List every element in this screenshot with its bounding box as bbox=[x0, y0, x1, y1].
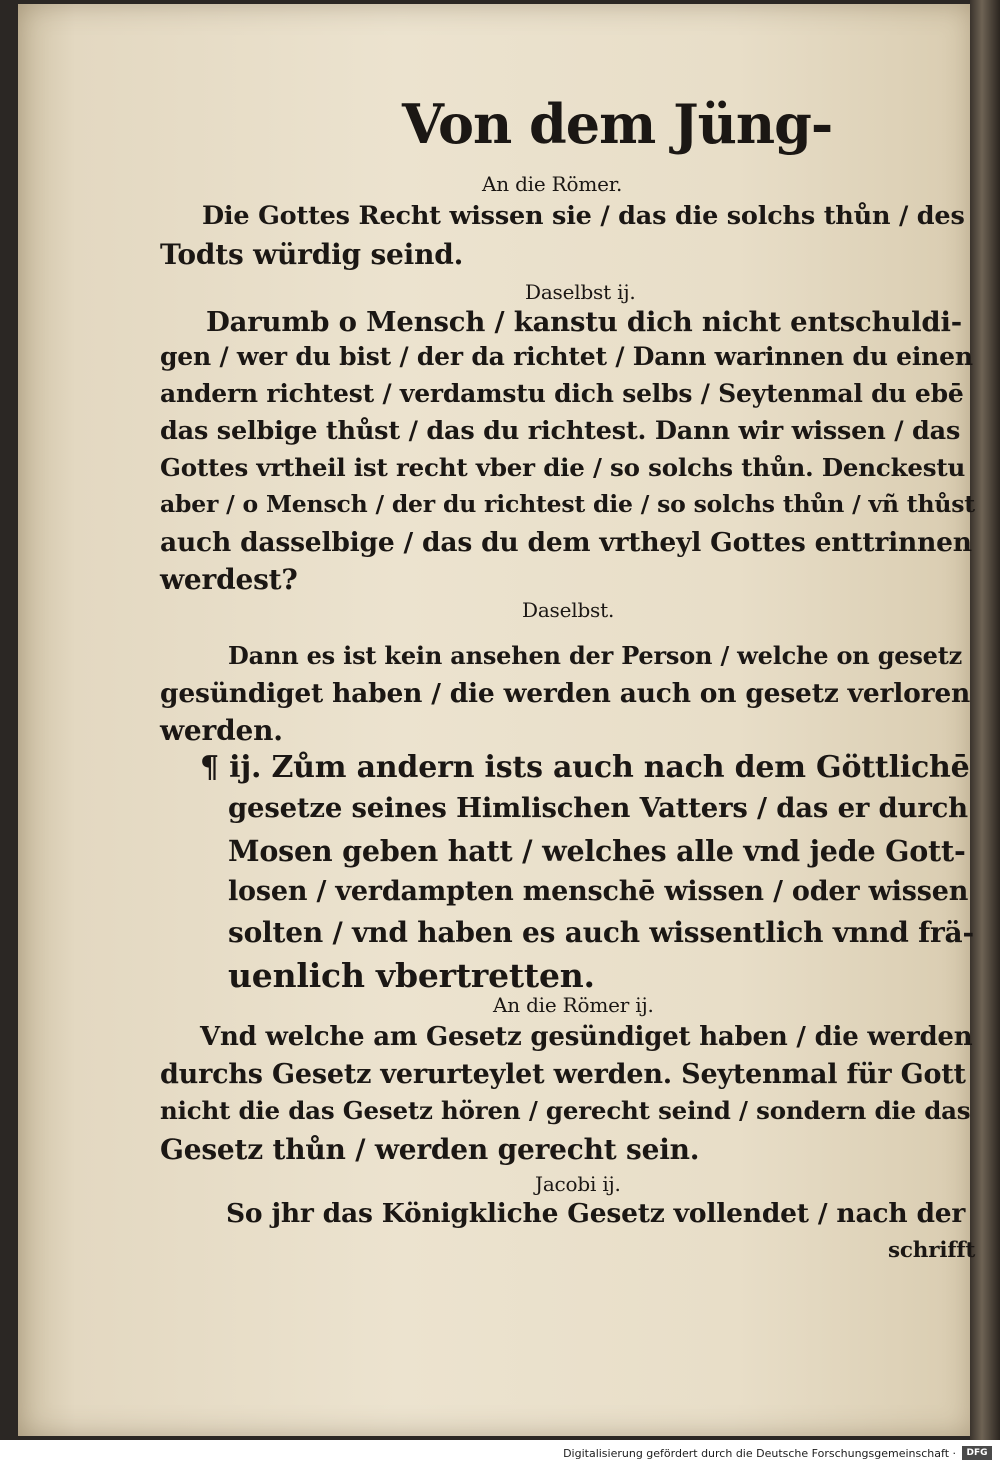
text-line: losen / verdampten menschē wissen / oder wissen bbox=[228, 876, 969, 907]
text-line: Mosen geben hatt / welches alle vnd jede Gott- bbox=[228, 834, 966, 868]
text-line: aber / o Mensch / der du richtest die / so solchs thůn / vñ thůst bbox=[160, 490, 975, 518]
text-line: Darumb o Mensch / kanstu dich nicht entschuldi- bbox=[206, 306, 962, 338]
page-title: Von dem Jüng- bbox=[402, 92, 833, 156]
text-line: das selbige thůst / das du richtest. Dann wir wissen / das bbox=[160, 416, 961, 446]
text-line: Gottes vrtheil ist recht vber die / so solchs thůn. Denckestu bbox=[160, 453, 966, 482]
section-reference: An die Römer ij. bbox=[493, 993, 654, 1017]
text-line: So jhr das Königkliche Gesetz vollendet / nach der bbox=[226, 1198, 966, 1229]
section-reference: Daselbst. bbox=[522, 598, 615, 622]
funding-credit: Digitalisierung gefördert durch die Deutsche Forschungsgemeinschaft · bbox=[563, 1447, 956, 1460]
text-line: Todts würdig seind. bbox=[160, 238, 464, 271]
text-line: durchs Gesetz verurteylet werden. Seytenmal für Gott bbox=[160, 1059, 966, 1090]
text-line: gen / wer du bist / der da richtet / Dann warinnen du einen bbox=[160, 342, 973, 371]
text-line: Vnd welche am Gesetz gesündiget haben / die werden bbox=[200, 1022, 973, 1052]
section-reference: An die Römer. bbox=[482, 172, 623, 196]
text-line: gesetze seines Himlischen Vatters / das er durch bbox=[228, 792, 968, 824]
footer-bar bbox=[0, 1440, 1000, 1466]
text-line: nicht die das Gesetz hören / gerecht seind / sondern die das bbox=[160, 1096, 971, 1125]
text-line: auch dasselbige / das du dem vrtheyl Gottes enttrinnen bbox=[160, 527, 972, 558]
text-line: ¶ ij. Zům andern ists auch nach dem Göttlichē bbox=[200, 750, 970, 785]
text-line: gesündiget haben / die werden auch on gesetz verloren bbox=[160, 678, 971, 709]
catchword: schrifft bbox=[888, 1238, 976, 1263]
section-reference: Jacobi ij. bbox=[535, 1172, 621, 1196]
text-line: werdest? bbox=[160, 563, 298, 596]
text-line: Die Gottes Recht wissen sie / das die solchs thůn / des bbox=[202, 201, 965, 231]
text-line: Gesetz thůn / werden gerecht sein. bbox=[160, 1133, 700, 1166]
text-line: Dann es ist kein ansehen der Person / welche on gesetz bbox=[228, 641, 963, 670]
section-reference: Daselbst ij. bbox=[525, 280, 636, 304]
text-line: uenlich vbertretten. bbox=[228, 956, 595, 995]
text-line: solten / vnd haben es auch wissentlich vnnd frä- bbox=[228, 916, 974, 949]
text-line: werden. bbox=[160, 714, 283, 747]
text-line: andern richtest / verdamstu dich selbs / Seytenmal du ebē bbox=[160, 379, 964, 408]
dfg-logo: DFG bbox=[962, 1446, 992, 1460]
